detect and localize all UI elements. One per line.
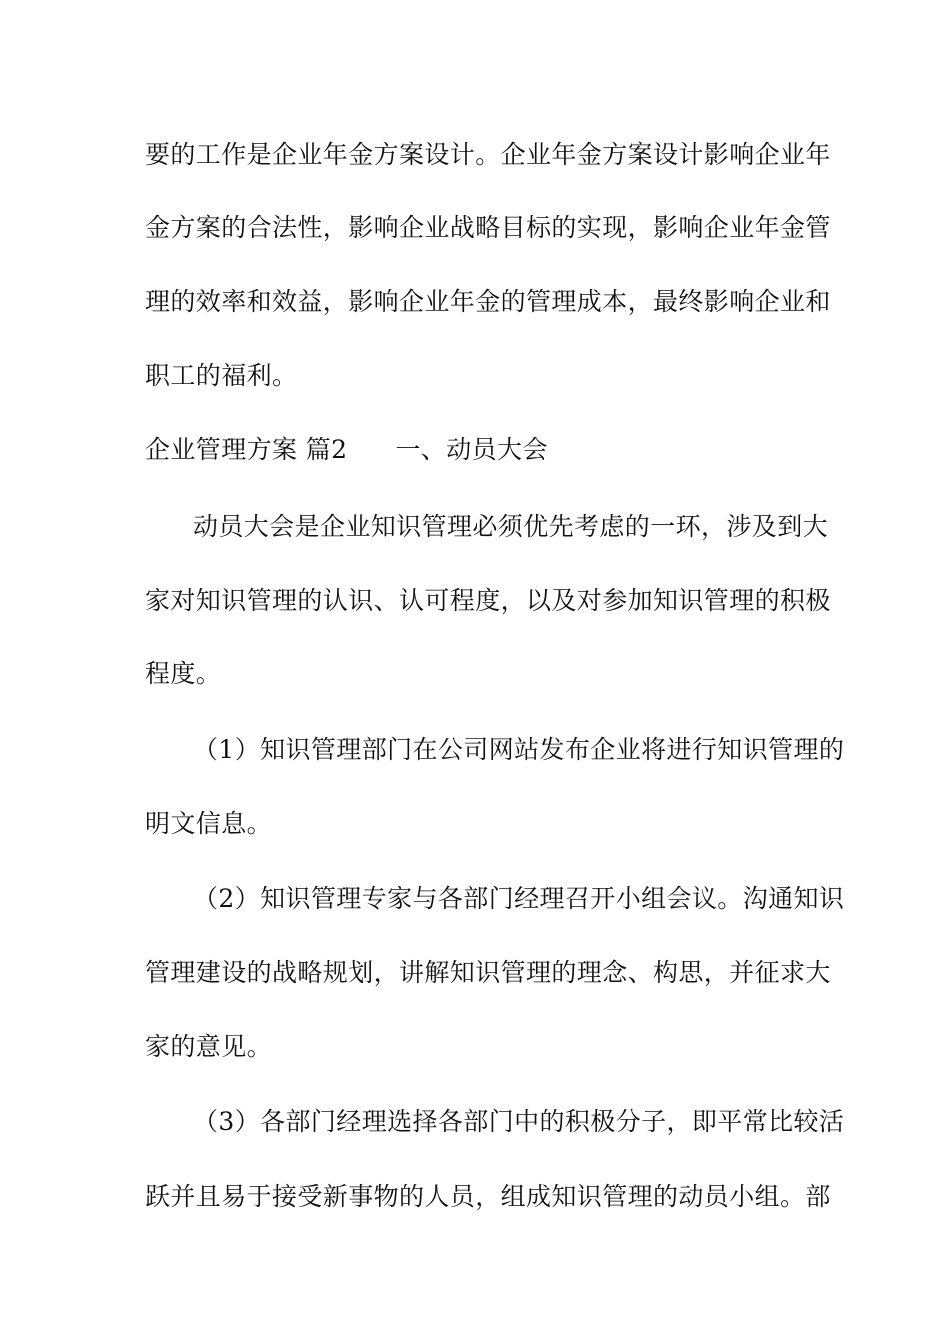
list-item-line: 家的意见。 <box>145 1032 273 1061</box>
section-subtitle: 一、动员大会 <box>395 435 548 464</box>
paragraph-line: 程度。 <box>145 659 222 688</box>
body-text-line: 金方案的合法性，影响企业战略目标的实现，影响企业年金管 <box>145 213 831 242</box>
section-title: 企业管理方案 篇2 <box>145 435 348 464</box>
section-heading <box>145 435 815 465</box>
list-item-line: 跃并且易于接受新事物的人员，组成知识管理的动员小组。部 <box>145 1182 831 1211</box>
body-text-line: 要的工作是企业年金方案设计。企业年金方案设计影响企业年 <box>145 140 831 169</box>
body-text-line: 职工的福利。 <box>145 361 298 390</box>
body-text-line: 理的效率和效益，影响企业年金的管理成本，最终影响企业和 <box>145 287 831 316</box>
list-item-line: （2）知识管理专家与各部门经理召开小组会议。沟通知识 <box>193 884 845 913</box>
list-item-line: 管理建设的战略规划，讲解知识管理的理念、构思，并征求大 <box>145 958 831 987</box>
paragraph-line: 动员大会是企业知识管理必须优先考虑的一环，涉及到大 <box>193 512 829 541</box>
list-item-line: （3）各部门经理选择各部门中的积极分子，即平常比较活 <box>193 1107 845 1136</box>
paragraph-line: 家对知识管理的认识、认可程度，以及对参加知识管理的积极 <box>145 586 831 615</box>
list-item-line: （1）知识管理部门在公司网站发布企业将进行知识管理的 <box>193 735 845 764</box>
list-item-line: 明文信息。 <box>145 809 273 838</box>
